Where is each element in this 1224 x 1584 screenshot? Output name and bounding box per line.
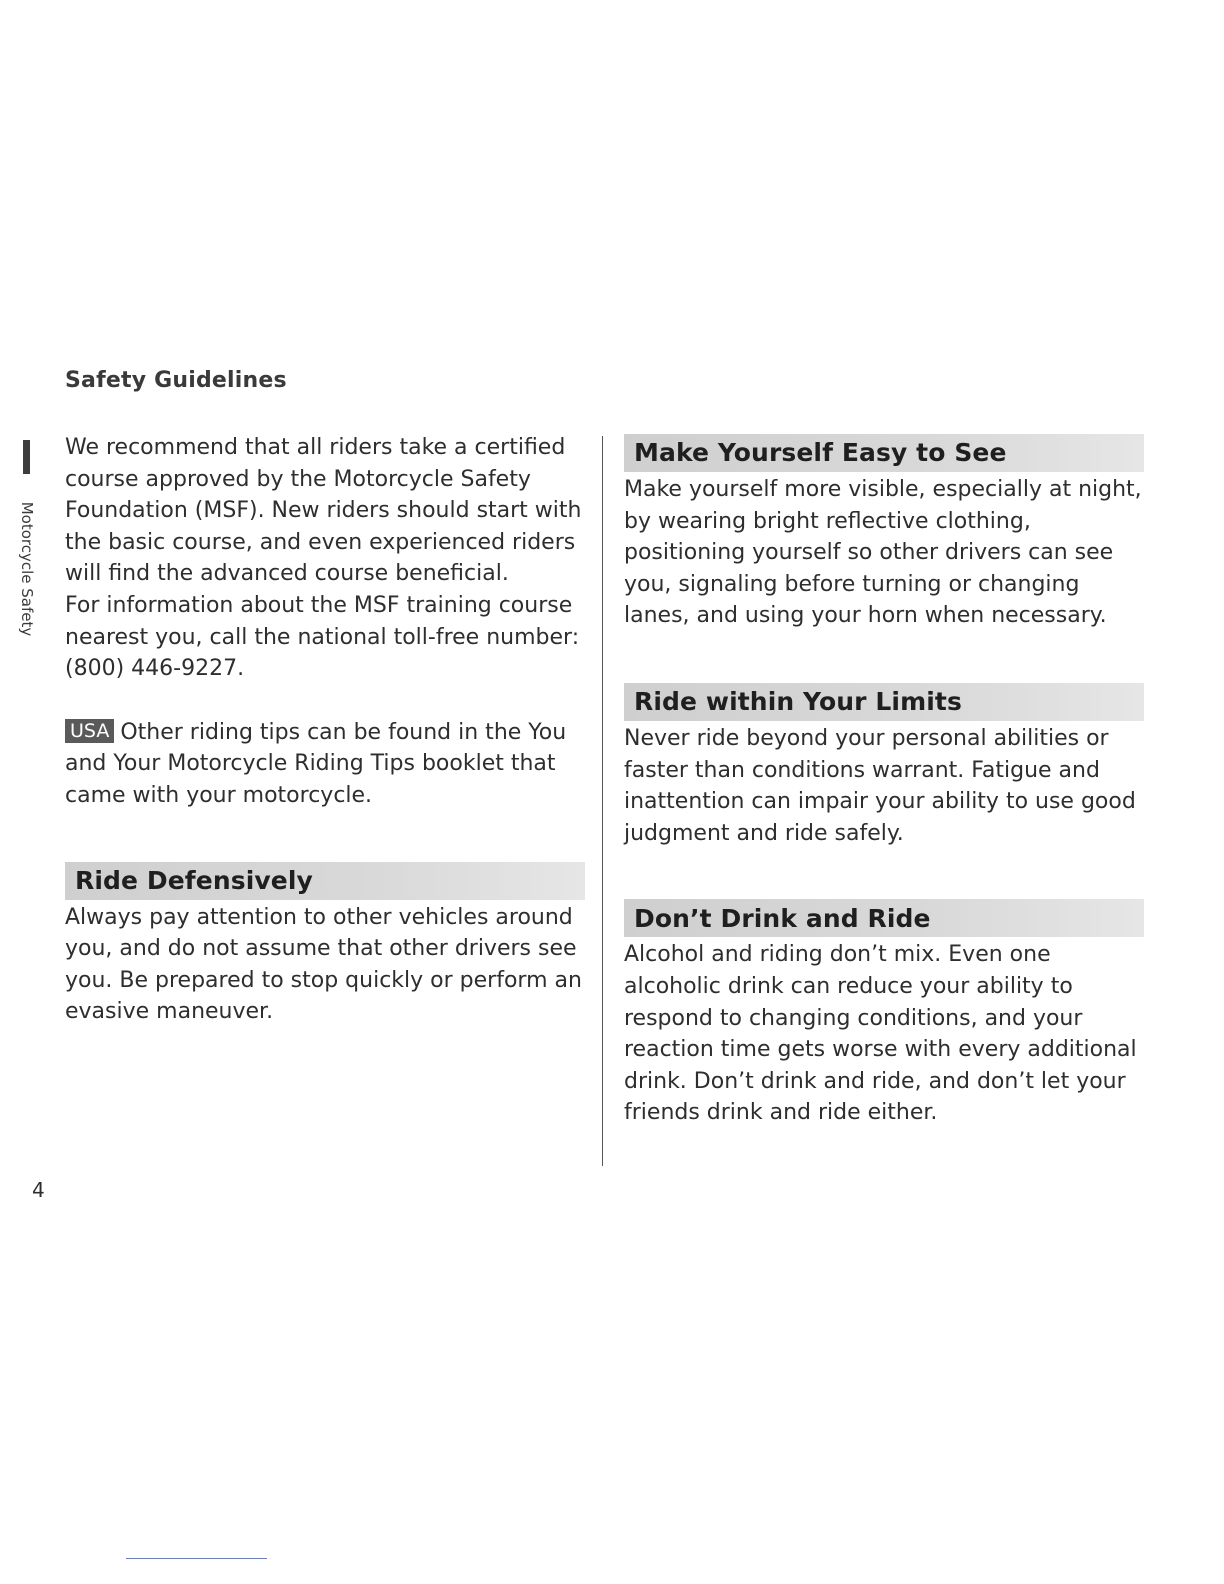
ride-defensively-body: Always pay attention to other vehicles around you, and do not assume that other drivers see you. Be prepared to stop quickly or perform an evasive maneuver. — [65, 904, 582, 1025]
section-title: Safety Guidelines — [65, 368, 287, 393]
easy-to-see-heading: Make Yourself Easy to See — [624, 434, 1144, 472]
side-tab-label: Motorcycle Safety — [18, 501, 36, 637]
usa-note — [65, 717, 585, 812]
page-number: 4 — [32, 1178, 45, 1202]
easy-to-see-section — [624, 434, 1144, 632]
drink-body: Alcohol and riding don’t mix. Even one alcoholic drink can reduce your ability to respond to changing conditions, and your reaction time gets worse with every additional drink. Don’t drink and ride, and don’t let your friends drink and ride either. — [624, 942, 1137, 1126]
ride-defensively-section — [65, 862, 585, 1028]
usa-note-text: Other riding tips can be found in the You and Your Motorcycle Riding Tips booklet that came with your motorcycle. — [65, 719, 567, 808]
section-marker — [23, 440, 30, 474]
msf-info-paragraph: For information about the MSF training course nearest you, call the national toll-free number: (800) 446-9227. — [65, 592, 580, 682]
drink-section — [624, 899, 1144, 1129]
intro-paragraph: We recommend that all riders take a certified course approved by the Motorcycle Safety Foundation (MSF). New riders should start with the basic course, and even experienced riders will find the advanced course beneficial. — [65, 435, 582, 587]
drink-heading: Don’t Drink and Ride — [624, 899, 1144, 937]
easy-to-see-body: Make yourself more visible, especially at night, by wearing bright reflective clothing, positioning yourself so other drivers can see you, signaling before turning or changing lanes, and using your horn when necessary. — [624, 477, 1142, 629]
limits-section — [624, 683, 1144, 849]
ride-defensively-heading: Ride Defensively — [65, 862, 585, 900]
side-tab — [19, 440, 35, 670]
right-column — [624, 434, 1144, 1129]
limits-body: Never ride beyond your personal abilities or faster than conditions warrant. Fatigue and inattention can impair your ability to use good judgment and ride safely. — [624, 725, 1136, 846]
limits-heading: Ride within Your Limits — [624, 683, 1144, 721]
bottom-rule — [126, 1558, 267, 1559]
column-divider — [602, 436, 603, 1166]
left-column — [65, 432, 585, 1028]
usa-tag: USA — [65, 719, 114, 743]
